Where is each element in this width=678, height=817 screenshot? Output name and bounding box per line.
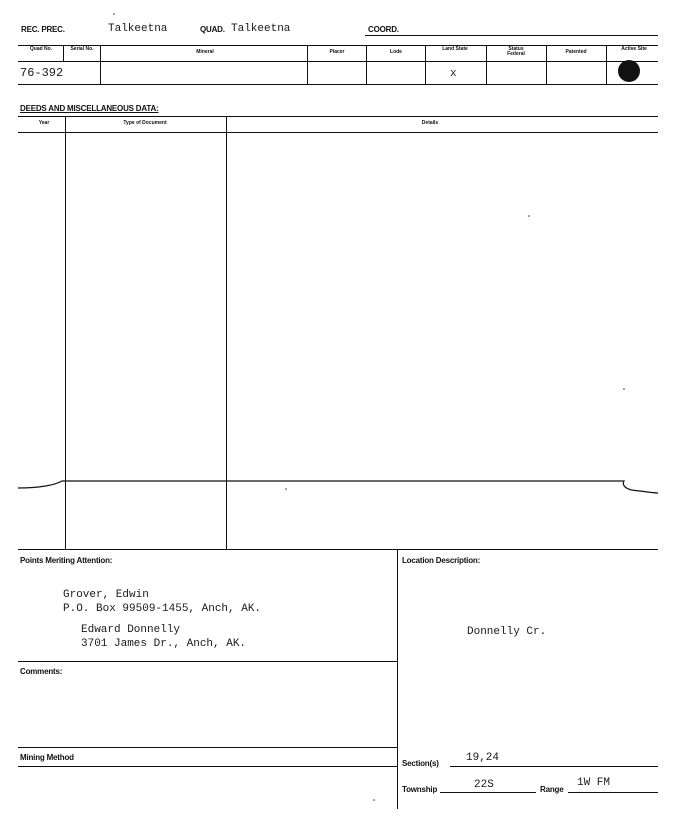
col-land-state: Land State: [442, 46, 468, 52]
location-value: Donnelly Cr.: [467, 626, 547, 638]
township-rule: [440, 792, 536, 793]
land-state-mark: x: [450, 68, 457, 80]
col-status-federal: Status Federal: [507, 46, 525, 57]
lower-top-rule: [18, 549, 658, 550]
mining-rule: [18, 747, 398, 748]
rec-prec-label: REC. PREC.: [21, 25, 65, 34]
col-serial-no: Serial No.: [70, 46, 94, 52]
col-quad-no: Quad No.: [29, 46, 53, 52]
col-placer: Placer: [329, 49, 345, 55]
points-name-2: Edward Donnelly: [81, 624, 181, 636]
coord-label: COORD.: [368, 25, 399, 34]
location-title: Location Description:: [402, 556, 481, 565]
range-rule: [568, 792, 658, 793]
sections-value: 19,24: [466, 752, 500, 764]
col-year: Year: [38, 120, 50, 126]
deeds-title: DEEDS AND MISCELLANEOUS DATA:: [20, 104, 159, 113]
rec-prec-value: Talkeetna: [108, 23, 168, 35]
col-type-of-document: Type of Document: [123, 120, 167, 126]
points-address-1: P.O. Box 99509-1455, Anch, AK.: [63, 603, 262, 615]
range-value: 1W FM: [577, 777, 611, 789]
range-label: Range: [540, 785, 564, 794]
col-details: Details: [421, 120, 439, 126]
points-title: Points Meriting Attention:: [20, 556, 113, 565]
col-lode: Lode: [390, 49, 402, 55]
mining-bottom-rule: [18, 766, 398, 767]
quad-no-value: 76-392: [20, 66, 64, 80]
sections-label: Section(s): [402, 759, 439, 768]
quad-label: QUAD.: [200, 25, 225, 34]
township-label: Township: [402, 785, 438, 794]
lower-center-divider: [397, 549, 398, 809]
col-active-site: Active Site: [621, 46, 647, 52]
col-mineral: Mineral: [196, 49, 214, 55]
col-patented: Patented: [565, 49, 587, 55]
comments-rule: [18, 661, 398, 662]
mining-method-title: Mining Method: [20, 753, 74, 762]
township-value: 22S: [474, 779, 494, 791]
sections-rule: [450, 766, 658, 767]
points-name-1: Grover, Edwin: [63, 589, 149, 601]
quad-value: Talkeetna: [231, 23, 291, 35]
comments-title: Comments:: [20, 667, 63, 676]
points-address-2: 3701 James Dr., Anch, AK.: [81, 638, 247, 650]
